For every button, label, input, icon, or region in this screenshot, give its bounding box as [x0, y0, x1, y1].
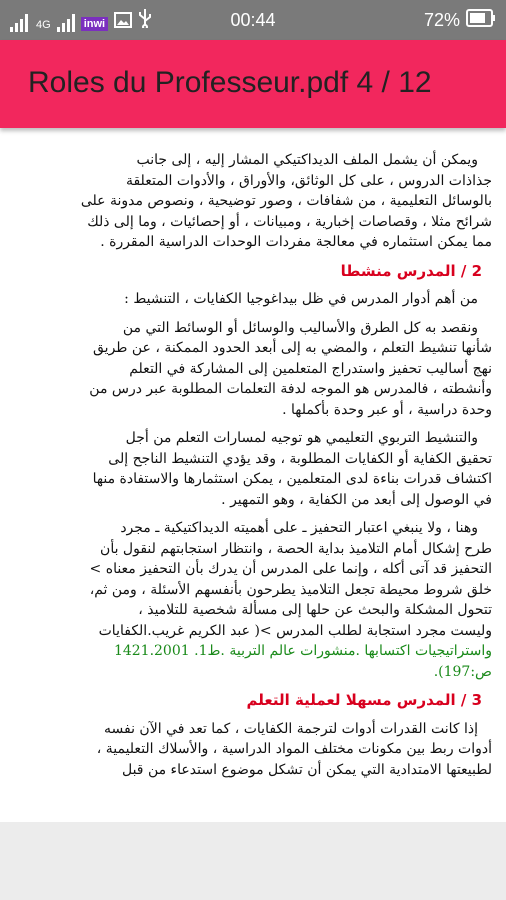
text-line: إذا كانت القدرات أدوات لترجمة الكفايات ، كما تعد في الآن نفسه	[104, 720, 478, 737]
section-heading: 3 / المدرس مسهلا لعملية التعلم	[246, 691, 482, 709]
document-title: Roles du Professeur.pdf 4 / 12	[28, 66, 432, 99]
text-line: تحقيق الكفاية أو الكفايات المطلوبة ، وقد يؤدي التنشيط الناجح إلى	[108, 450, 492, 467]
text-line: والتنشيط التربوي التعليمي هو توجيه لمسارات التعلم من أجل	[125, 430, 478, 446]
reference-line: ص:197).	[433, 663, 492, 680]
battery-icon	[466, 9, 496, 31]
pdf-page[interactable]	[0, 128, 506, 822]
reference-line: واستراتيجيات اكتسابها .منشورات عالم التربية .ط1. 1421.2001	[113, 643, 492, 659]
text-line: تتحول المشكلة والبحث عن حلها إلى مسألة شخصية للتلاميذ ،	[138, 602, 492, 618]
text-line: وهنا ، ولا ينبغي اعتبار التحفيز ـ على أهميته الديداكتيكية ـ مجرد	[120, 520, 478, 536]
text-line: بالوسائل التعليمية ، من شفافات ، وصور توضيحية ، ونصوص مدونة على	[80, 193, 492, 209]
text-line: من أهم أدوار المدرس في ظل بيداغوجيا الكفايات ، التنشيط :	[124, 291, 478, 307]
text-line: مما يمكن استثماره في معالجة مفردات الوحدات الدراسية المقررة .	[100, 234, 492, 250]
text-line: لطبيعتها الامتدادية التي يمكن أن تشكل موضوع استدعاء من قبل	[121, 761, 492, 778]
text-line: جذاذات الدروس ، على كل الوثائق، والأوراق ، والأدوات المتعلقة	[125, 172, 492, 189]
battery-percent: 72%	[423, 9, 460, 30]
text-line: طرح إشكال أمام التلاميذ بداية الحصة ، وانتظار استجابتهم لنقول بأن	[100, 540, 492, 557]
section-heading: 2 / المدرس منشطا	[340, 261, 482, 280]
text-line: أدوات ربط بين مكونات مختلف المواد الدراسية ، والأسلاك التعليمية ،	[96, 741, 492, 757]
text-line: وليست مجرد استجابة لطلب المدرس >( عبد الكريم غريب.الكفايات	[98, 622, 492, 639]
status-right-group	[424, 9, 496, 31]
text-line: اكتشاف قدرات بناءة لدى المتعلمين ، يمكن استثمارها والاستفادة منها	[92, 471, 492, 487]
viewer-background	[0, 822, 506, 900]
text-line: وأنشطته ، فالمدرس هو الموجه لدفة التعلمات المطلوبة عبر درس من	[89, 381, 492, 397]
text-line: وحدة دراسية ، أو عبر وحدة بأكملها .	[282, 401, 492, 418]
document-text	[14, 150, 492, 780]
text-line: خلق شروط محيطة تجعل التلاميذ يطرحون بأنفسهم الأسئلة ، ومن ثم،	[89, 581, 492, 598]
status-bar	[0, 0, 506, 40]
status-time: 00:44	[230, 10, 276, 30]
carrier-label: inwi	[81, 17, 108, 31]
text-line: شرائح مثلا ، وقصاصات إخبارية ، ومبيانات ، أو إحصائيات ، وما إلى ذلك	[87, 213, 492, 230]
text-line: نهج أساليب تحفيز واستدراج المتعلمين إلى المشاركة في التعلم	[129, 360, 492, 377]
text-line: في الوصول إلى أبعد من الكفاية ، وهو التمهير .	[221, 491, 492, 508]
text-line: التحفيز قد آتى أكله ، وإنما على المدرس أن يدرك بأن التحفيز معناه >	[89, 561, 492, 577]
network-type: 4G	[36, 19, 51, 31]
app-bar	[0, 40, 506, 128]
text-line: ونقصد به كل الطرق والأساليب والوسائل أو الوسائط التي من	[122, 319, 478, 336]
text-line: ويمكن أن يشمل الملف الديداكتيكي المشار إليه ، إلى جانب	[136, 152, 478, 168]
text-line: شأنها تنشيط التعلم ، والمضي به إلى أبعد الحدود الممكنة ، عن طريق	[93, 340, 492, 356]
